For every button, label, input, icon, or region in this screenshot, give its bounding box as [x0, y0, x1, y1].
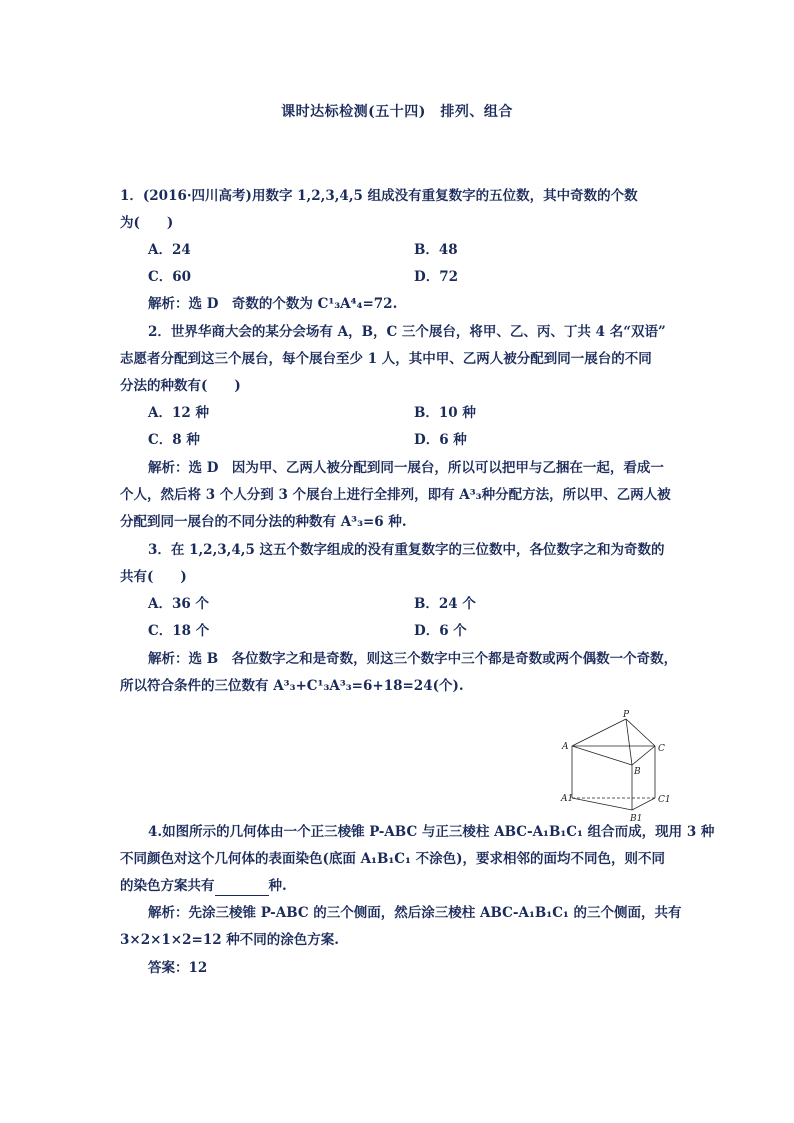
q3-analysis-line1: 解析：选 B 各位数字之和是奇数，则这三个数字中三个都是奇数或两个偶数一个奇数，: [148, 651, 678, 667]
q3-analysis-line2: 所以符合条件的三位数有 A³₃+C¹₃A³₃=6+18=24(个).: [120, 678, 464, 694]
q2-option-b: B．10 种: [414, 405, 476, 421]
q3-stem-line1: 3．在 1,2,3,4,5 这五个数字组成的没有重复数字的三位数中，各位数字之和为奇数的: [148, 542, 665, 558]
answer-blank: [215, 881, 269, 896]
q3-option-a: A．36 个: [148, 596, 209, 612]
pyramid-prism-diagram: [560, 708, 680, 824]
label-p: P: [623, 710, 630, 720]
label-b: B: [634, 767, 641, 777]
q2-stem-line2: 志愿者分配到这三个展台，每个展台至少 1 人，其中甲、乙两人被分配到同一展台的不同: [120, 351, 652, 367]
q2-analysis-line1: 解析：选 D 因为甲、乙两人被分配到同一展台，所以可以把甲与乙捆在一起，看成一: [148, 460, 664, 476]
q1-option-c: C．60: [148, 269, 192, 285]
q2-option-a: A．12 种: [148, 405, 209, 421]
page-title: 课时达标检测(五十四) 排列、组合: [281, 104, 513, 120]
label-a: A: [562, 742, 569, 752]
q3-stem-line2: 共有( ): [120, 569, 187, 585]
q2-analysis-line2: 个人，然后将 3 个人分到 3 个展台上进行全排列，即有 A³₃种分配方法，所以甲、乙两人被: [120, 487, 671, 503]
q4-stem-line3-prefix: 的染色方案共有: [120, 878, 215, 894]
q1-stem-line1: 1．(2016·四川高考)用数字 1,2,3,4,5 组成没有重复数字的五位数，其中奇数的个数: [120, 188, 638, 204]
q2-analysis-line3: 分配到同一展台的不同分法的种数有 A³₃=6 种.: [120, 514, 407, 530]
q4-stem-line1: 4.如图所示的几何体由一个正三棱锥 P-ABC 与正三棱柱 ABC-A₁B₁C₁ 组合而成，现用 3 种: [148, 824, 715, 840]
q4-stem-line2: 不同颜色对这个几何体的表面染色(底面 A₁B₁C₁ 不涂色)，要求相邻的面均不同色，则不同: [120, 851, 666, 867]
q4-stem-line3-suffix: 种.: [268, 878, 287, 894]
q1-option-a: A．24: [148, 242, 191, 258]
q1-analysis: 解析：选 D 奇数的个数为 C¹₃A⁴₄=72.: [148, 296, 398, 312]
label-c1: C1: [658, 795, 671, 805]
q2-stem-line3: 分法的种数有( ): [120, 378, 241, 394]
q4-stem-line3: [120, 876, 287, 896]
geometry-figure: [560, 708, 680, 824]
q3-option-b: B．24 个: [414, 596, 476, 612]
q2-stem-line1: 2．世界华商大会的某分会场有 A，B，C 三个展台，将甲、乙、丙、丁共 4 名“双语”: [148, 324, 666, 340]
q3-option-d: D．6 个: [414, 623, 467, 639]
q2-option-d: D．6 种: [414, 432, 467, 448]
q4-answer: 答案：12: [148, 960, 208, 976]
label-a1: A1: [561, 794, 574, 804]
q3-option-c: C．18 个: [148, 623, 210, 639]
label-c: C: [658, 744, 665, 754]
q1-stem-line2: 为( ): [120, 215, 174, 231]
q4-analysis-line2: 3×2×1×2=12 种不同的涂色方案.: [120, 932, 340, 948]
q1-option-d: D．72: [414, 269, 458, 285]
q4-analysis-line1: 解析：先涂三棱锥 P-ABC 的三个侧面，然后涂三棱柱 ABC-A₁B₁C₁ 的三个侧面，共有: [148, 905, 682, 921]
label-b1: B1: [630, 814, 643, 824]
q2-option-c: C．8 种: [148, 432, 200, 448]
q1-option-b: B．48: [414, 242, 458, 258]
